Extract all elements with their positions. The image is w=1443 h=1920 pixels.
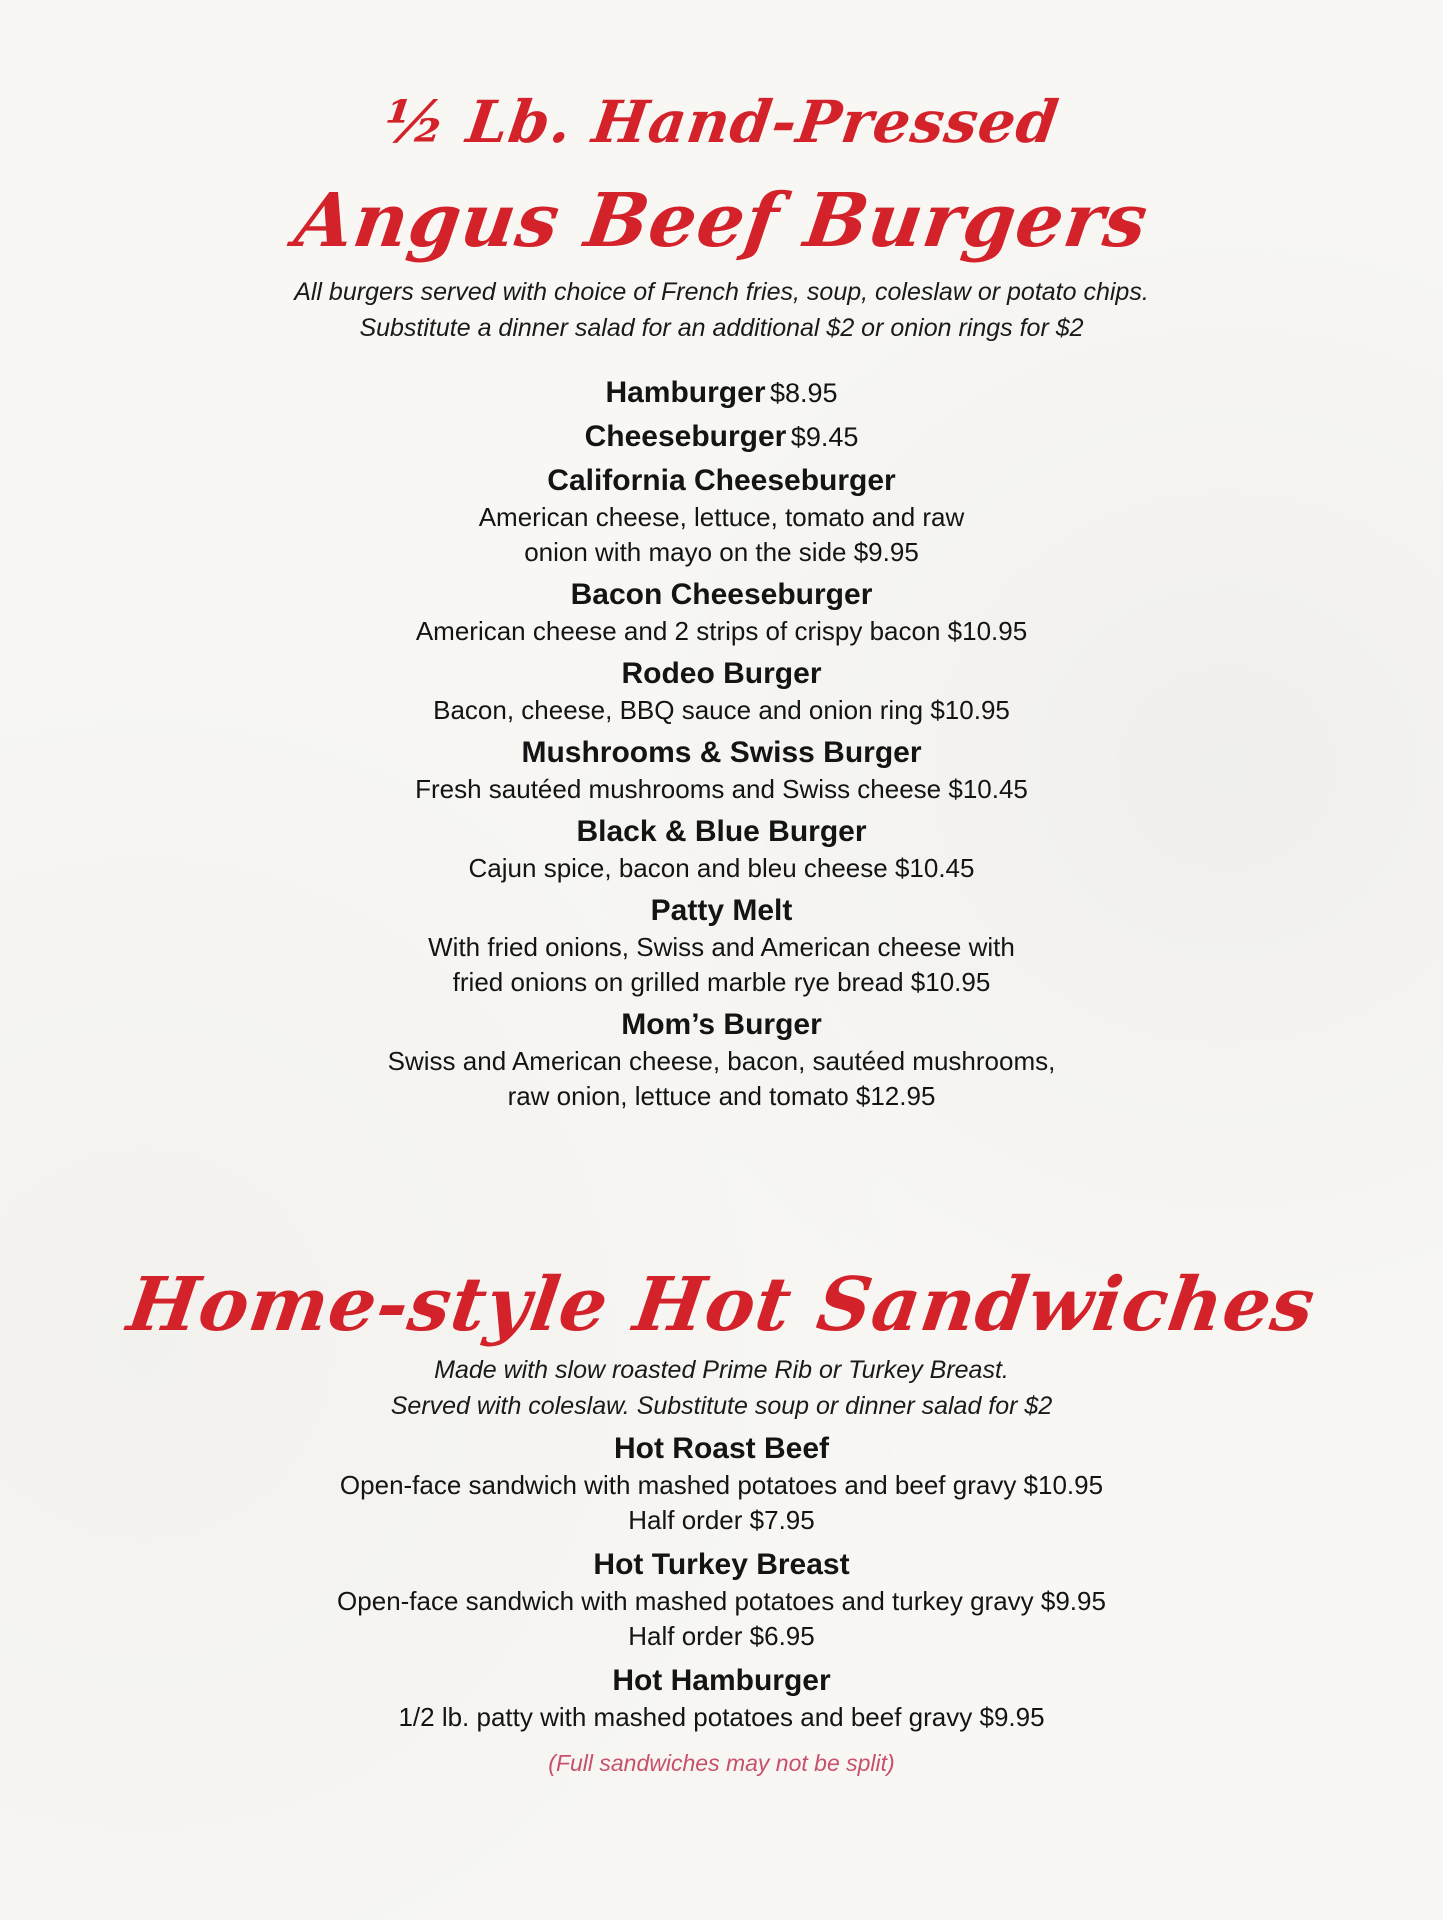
menu-item-price: $8.95: [769, 378, 838, 408]
menu-item-name: Hot Hamburger: [612, 1664, 831, 1697]
burgers-intro-line2: Substitute a dinner salad for an additional $2 or onion rings for $2: [359, 314, 1084, 342]
menu-item-description: raw onion, lettuce and tomato $12.95: [507, 1081, 936, 1111]
menu-item-name: Bacon Cheeseburger: [570, 578, 873, 611]
sandwiches-intro-line1: Made with slow roasted Prime Rib or Turkey Breast.: [434, 1356, 1009, 1384]
menu-item-description: Fresh sautéed mushrooms and Swiss cheese $10.45: [415, 774, 1028, 804]
menu-item-name: Cheeseburger: [584, 420, 787, 453]
menu-item-name: Hot Roast Beef: [613, 1432, 830, 1465]
menu-item: [0, 1662, 1443, 1735]
burgers-title-line1: ½ Lb. Hand-Pressed: [380, 88, 1063, 156]
menu-item: [0, 734, 1443, 807]
sandwiches-intro: [0, 1352, 1443, 1424]
menu-item-name: Patty Melt: [650, 894, 793, 927]
menu-item-description: Bacon, cheese, BBQ sauce and onion ring $10.95: [433, 695, 1010, 725]
menu-item-name: Hamburger: [605, 376, 766, 409]
burgers-intro-line1: All burgers served with choice of French fries, soup, coleslaw or potato chips.: [294, 278, 1149, 306]
menu-item-description: American cheese, lettuce, tomato and raw: [478, 502, 965, 532]
menu-item-description: Cajun spice, bacon and bleu cheese $10.45: [468, 853, 975, 883]
burger-list: [0, 374, 1443, 1120]
menu-item-description: American cheese and 2 strips of crispy bacon $10.95: [415, 616, 1028, 646]
menu-item: [0, 813, 1443, 886]
menu-item-description: Open-face sandwich with mashed potatoes and beef gravy $10.95: [339, 1470, 1104, 1500]
menu-item: [0, 655, 1443, 728]
split-note: (Full sandwiches may not be split): [548, 1750, 895, 1776]
menu-item-description: With fried onions, Swiss and American cheese with: [428, 932, 1015, 962]
menu-item: [0, 1546, 1443, 1654]
menu-item-name: Hot Turkey Breast: [593, 1548, 850, 1581]
sandwiches-title: Home-style Hot Sandwiches: [122, 1262, 1321, 1348]
menu-item-description: Open-face sandwich with mashed potatoes and turkey gravy $9.95: [337, 1586, 1106, 1616]
menu-item: [0, 374, 1443, 412]
menu-item: [0, 462, 1443, 570]
menu-item-description: Half order $6.95: [628, 1621, 815, 1651]
menu-item-description: Half order $7.95: [628, 1505, 815, 1535]
menu-item: [0, 576, 1443, 649]
sandwich-list: [0, 1430, 1443, 1743]
menu-item-description: 1/2 lb. patty with mashed potatoes and beef gravy $9.95: [398, 1702, 1045, 1732]
burgers-intro: [0, 274, 1443, 346]
menu-item-name: Black & Blue Burger: [576, 815, 867, 848]
sandwiches-intro-line2: Served with coleslaw. Substitute soup or dinner salad for $2: [390, 1392, 1053, 1420]
menu-item-name: Mushrooms & Swiss Burger: [521, 736, 922, 769]
menu-item-description: onion with mayo on the side $9.95: [524, 537, 919, 567]
menu-item-description: fried onions on grilled marble rye bread $10.95: [452, 967, 991, 997]
menu-item: [0, 892, 1443, 1000]
burgers-title-line2: Angus Beef Burgers: [289, 178, 1154, 264]
menu-item: [0, 1006, 1443, 1114]
menu-item-name: California Cheeseburger: [547, 464, 896, 497]
menu-item-name: Rodeo Burger: [621, 657, 822, 690]
menu-item: [0, 418, 1443, 456]
menu-item-name: Mom’s Burger: [621, 1008, 822, 1041]
menu-item-description: Swiss and American cheese, bacon, sautéed mushrooms,: [387, 1046, 1056, 1076]
menu-item-price: $9.45: [790, 422, 859, 452]
menu-item: [0, 1430, 1443, 1538]
